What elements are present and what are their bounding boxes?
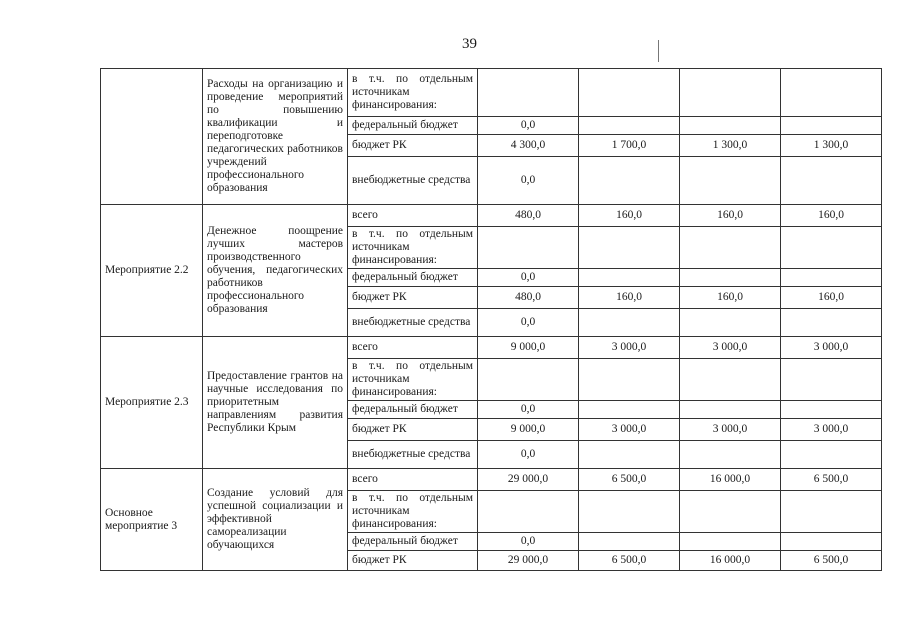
total-amount-cell: 0,0 [478,441,579,469]
year-3-amount-cell: 3 000,0 [781,419,882,441]
year-2-amount-cell: 3 000,0 [680,419,781,441]
year-1-amount-cell: 6 500,0 [579,551,680,571]
total-amount-cell: 0,0 [478,309,579,337]
table-row [101,69,882,117]
year-3-amount-cell [781,117,882,135]
table-row [101,469,882,491]
event-description-cell: Предоставление грантов на научные исследования по приоритетным направлениям развития Республики Крым [203,337,348,469]
financing-table [100,68,882,571]
year-1-amount-cell [579,69,680,117]
funding-source-cell: федеральный бюджет [348,533,478,551]
year-1-amount-cell [579,533,680,551]
year-3-amount-cell [781,69,882,117]
funding-source-cell: всего [348,469,478,491]
year-2-amount-cell: 16 000,0 [680,551,781,571]
year-1-amount-cell: 6 500,0 [579,469,680,491]
funding-source-cell: бюджет РК [348,551,478,571]
funding-source-cell: внебюджетные средства [348,157,478,205]
year-2-amount-cell [680,309,781,337]
year-1-amount-cell [579,117,680,135]
total-amount-cell: 0,0 [478,401,579,419]
year-1-amount-cell [579,491,680,533]
total-amount-cell: 480,0 [478,287,579,309]
year-3-amount-cell: 160,0 [781,205,882,227]
total-amount-cell: 29 000,0 [478,551,579,571]
year-1-amount-cell: 3 000,0 [579,337,680,359]
total-amount-cell: 9 000,0 [478,337,579,359]
year-2-amount-cell [680,359,781,401]
year-2-amount-cell: 160,0 [680,287,781,309]
event-name-cell: Основное мероприятие 3 [101,469,203,571]
year-3-amount-cell: 3 000,0 [781,337,882,359]
funding-source-cell: внебюджетные средства [348,309,478,337]
year-1-amount-cell [579,309,680,337]
year-3-amount-cell [781,269,882,287]
margin-mark [658,40,659,62]
year-3-amount-cell [781,491,882,533]
event-name-cell: Мероприятие 2.3 [101,337,203,469]
year-3-amount-cell: 1 300,0 [781,135,882,157]
event-description-cell: Расходы на организацию и проведение мероприятий по повышению квалификации и переподготовке педагогических работников учреждений профессионального образования [203,69,348,205]
year-2-amount-cell: 1 300,0 [680,135,781,157]
funding-source-cell: федеральный бюджет [348,117,478,135]
year-1-amount-cell [579,401,680,419]
funding-source-cell: внебюджетные средства [348,441,478,469]
year-3-amount-cell: 160,0 [781,287,882,309]
funding-source-cell: всего [348,337,478,359]
page-number: 39 [462,36,477,52]
funding-source-cell: всего [348,205,478,227]
year-3-amount-cell [781,157,882,205]
total-amount-cell: 0,0 [478,269,579,287]
year-1-amount-cell [579,269,680,287]
year-2-amount-cell [680,269,781,287]
year-1-amount-cell: 3 000,0 [579,419,680,441]
event-description-cell: Создание условий для успешной социализации и эффективной самореализации обучающихся [203,469,348,571]
year-2-amount-cell [680,401,781,419]
year-3-amount-cell [781,441,882,469]
year-2-amount-cell [680,491,781,533]
funding-source-cell: в т.ч. по отдельным источникам финансирования: [348,491,478,533]
table-row [101,337,882,359]
total-amount-cell: 0,0 [478,117,579,135]
year-1-amount-cell: 1 700,0 [579,135,680,157]
year-3-amount-cell [781,227,882,269]
year-3-amount-cell [781,359,882,401]
year-3-amount-cell: 6 500,0 [781,551,882,571]
year-2-amount-cell [680,227,781,269]
funding-source-cell: бюджет РК [348,419,478,441]
funding-source-cell: федеральный бюджет [348,401,478,419]
year-1-amount-cell [579,157,680,205]
total-amount-cell: 29 000,0 [478,469,579,491]
year-2-amount-cell: 16 000,0 [680,469,781,491]
year-1-amount-cell: 160,0 [579,287,680,309]
total-amount-cell: 0,0 [478,533,579,551]
funding-source-cell: бюджет РК [348,135,478,157]
year-2-amount-cell [680,69,781,117]
year-1-amount-cell [579,227,680,269]
year-3-amount-cell [781,401,882,419]
event-name-cell [101,69,203,205]
year-3-amount-cell: 6 500,0 [781,469,882,491]
total-amount-cell: 4 300,0 [478,135,579,157]
year-2-amount-cell [680,533,781,551]
funding-source-cell: в т.ч. по отдельным источникам финансирования: [348,69,478,117]
year-2-amount-cell: 3 000,0 [680,337,781,359]
year-2-amount-cell [680,117,781,135]
funding-source-cell: в т.ч. по отдельным источникам финансирования: [348,359,478,401]
funding-source-cell: в т.ч. по отдельным источникам финансирования: [348,227,478,269]
funding-source-cell: бюджет РК [348,287,478,309]
funding-source-cell: федеральный бюджет [348,269,478,287]
event-name-cell: Мероприятие 2.2 [101,205,203,337]
year-1-amount-cell [579,359,680,401]
year-3-amount-cell [781,533,882,551]
total-amount-cell: 480,0 [478,205,579,227]
year-3-amount-cell [781,309,882,337]
total-amount-cell: 0,0 [478,157,579,205]
total-amount-cell [478,359,579,401]
year-1-amount-cell: 160,0 [579,205,680,227]
year-2-amount-cell [680,441,781,469]
year-1-amount-cell [579,441,680,469]
year-2-amount-cell: 160,0 [680,205,781,227]
table-row [101,205,882,227]
total-amount-cell [478,491,579,533]
event-description-cell: Денежное поощрение лучших мастеров производственного обучения, педагогических работников профессионального образования [203,205,348,337]
total-amount-cell: 9 000,0 [478,419,579,441]
total-amount-cell [478,227,579,269]
total-amount-cell [478,69,579,117]
year-2-amount-cell [680,157,781,205]
